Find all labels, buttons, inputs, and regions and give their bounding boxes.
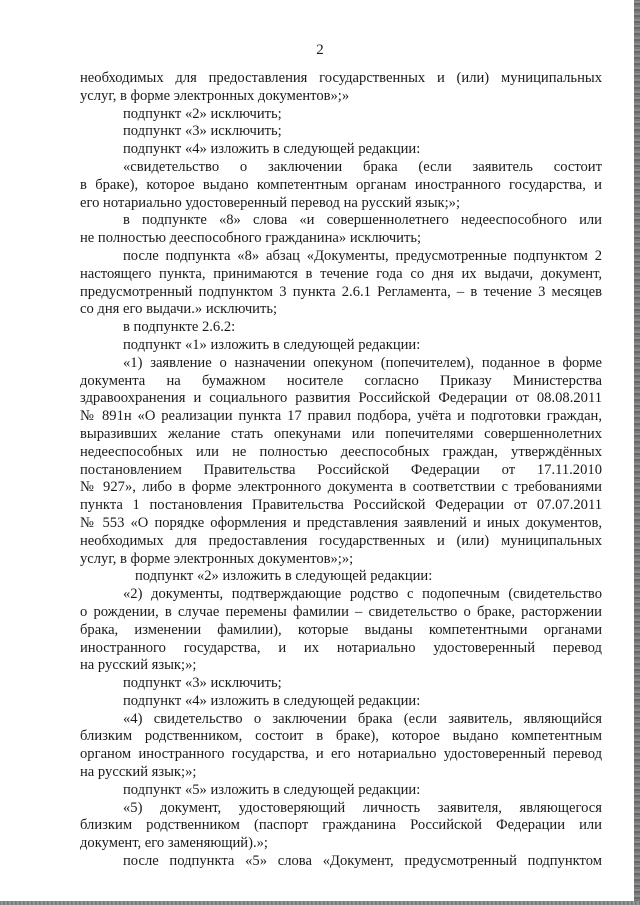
text-line: подпункт «2» исключить;	[123, 105, 282, 122]
text-line: недееспособных или не полностью дееспособных граждан, утверждённых	[80, 443, 602, 460]
text-line: в браке), которое выдано компетентным органам иностранного государства, и	[80, 176, 602, 193]
document-body	[80, 70, 602, 871]
text-line: его нотариально удостоверенный перевод на русский язык;»;	[80, 194, 460, 211]
text-line: подпункт «2» изложить в следующей редакции:	[135, 568, 433, 585]
text-line: пункта 1 постановления Правительства Российской Федерации от 07.07.2011	[80, 497, 602, 514]
text-line: в подпункте 2.6.2:	[123, 319, 236, 336]
text-line: необходимых для предоставления государственных и (или) муниципальных	[80, 532, 602, 549]
text-line: со дня его выдачи.» исключить;	[80, 301, 278, 318]
scan-edge-bottom	[0, 901, 640, 905]
text-line: постановлением Правительства Российской Федерации от 17.11.2010	[80, 461, 602, 478]
text-line: настоящего пункта, принимаются в течение года со дня их выдачи, документ,	[80, 265, 602, 282]
text-line: иностранного государства, и их нотариально удостоверенный перевод	[80, 639, 602, 656]
text-line: «2) документы, подтверждающие родство с подопечным (свидетельство	[123, 586, 602, 603]
text-line: документа на бумажном носителе согласно Приказу Министерства	[80, 372, 602, 389]
text-line: выразивших желание стать опекунами или попечителями совершеннолетних	[80, 425, 602, 442]
text-line: органом иностранного государства, и его нотариально удостоверенный перевод	[80, 746, 602, 763]
text-line: брака, изменении фамилии), которые выданы компетентными органами	[80, 621, 602, 638]
text-line: «5) документ, удостоверяющий личность заявителя, являющегося	[123, 799, 602, 816]
text-line: подпункт «4» изложить в следующей редакции:	[123, 692, 421, 709]
text-line: подпункт «4» изложить в следующей редакции:	[123, 141, 421, 158]
text-line: необходимых для предоставления государственных и (или) муниципальных	[80, 70, 602, 86]
text-line: подпункт «1» изложить в следующей редакции:	[123, 336, 421, 353]
text-line: не полностью дееспособного гражданина» исключить;	[80, 230, 422, 247]
text-line: «1) заявление о назначении опекуном (попечителем), поданное в форме	[123, 354, 602, 371]
text-line: здравоохранения и социального развития Российской Федерации от 08.08.2011	[80, 390, 602, 407]
text-line: подпункт «3» исключить;	[123, 123, 282, 140]
text-line: документ, его заменяющий).»;	[80, 835, 268, 852]
text-line: «свидетельство о заключении брака (если заявитель состоит	[123, 158, 602, 175]
text-line: после подпункта «5» слова «Документ, предусмотренный подпунктом	[123, 853, 602, 870]
text-line: подпункт «5» изложить в следующей редакции:	[123, 781, 421, 798]
text-line: предусмотренный подпунктом 3 пункта 2.6.1 Регламента, – в течение 3 месяцев	[80, 283, 602, 300]
text-line: о рождении, в случае перемены фамилии – свидетельство о браке, расторжении	[80, 603, 602, 620]
text-line: на русский язык;»;	[80, 764, 197, 781]
text-line: услуг, в форме электронных документов»;»;	[80, 550, 354, 567]
page-number: 2	[316, 42, 324, 58]
text-line: на русский язык;»;	[80, 657, 197, 674]
scan-edge-right	[634, 0, 640, 905]
text-line: подпункт «3» исключить;	[123, 675, 282, 692]
text-line: после подпункта «8» абзац «Документы, предусмотренные подпунктом 2	[123, 247, 602, 264]
text-line: «4) свидетельство о заключении брака (если заявитель, являющийся	[123, 710, 602, 727]
text-line: № 927», либо в форме электронного документа в соответствии с требованиями	[80, 479, 602, 496]
text-line: № 891н «О реализации пункта 17 правил подбора, учёта и подготовки граждан,	[80, 408, 602, 425]
text-line: услуг, в форме электронных документов»;»	[80, 87, 350, 104]
text-line: близким родственником, состоит в браке), которое выдано компетентным	[80, 728, 602, 745]
text-line: № 553 «О порядке оформления и представления заявлений и иных документов,	[80, 514, 602, 531]
text-line: в подпункте «8» слова «и совершеннолетнего недееспособного или	[123, 212, 602, 229]
text-line: близким родственником (паспорт гражданина Российской Федерации или	[80, 817, 602, 834]
